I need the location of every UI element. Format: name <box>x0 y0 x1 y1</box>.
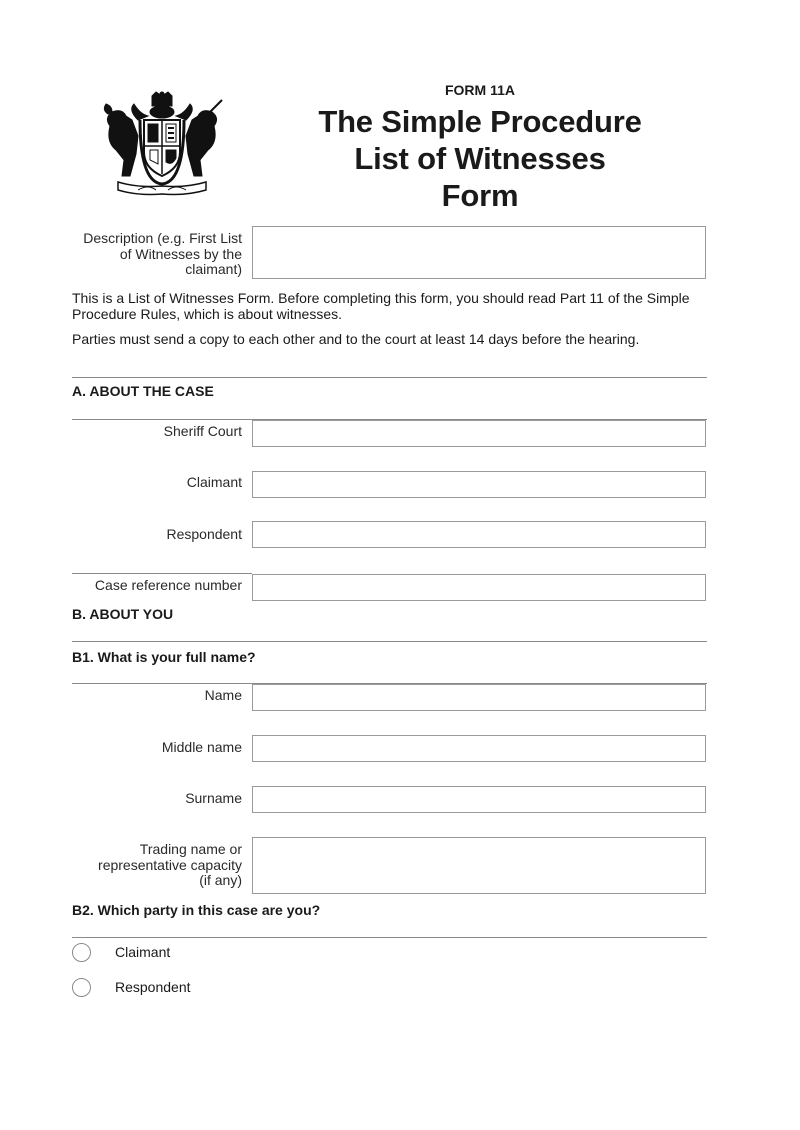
claimant-field[interactable] <box>252 471 706 498</box>
title-line-3: Form <box>441 178 519 213</box>
sheriff-court-field[interactable] <box>252 420 706 447</box>
divider <box>72 377 707 378</box>
title-line-2: List of Witnesses <box>354 141 606 176</box>
name-field[interactable] <box>252 684 706 711</box>
intro-paragraph-1: This is a List of Witnesses Form. Before completing this form, you should read Part 11 of the Simple Procedure Rules, which is about witnesses. <box>72 290 690 322</box>
surname-label: Surname <box>185 790 242 806</box>
name-label: Name <box>204 687 242 703</box>
royal-coat-of-arms-icon <box>98 90 226 198</box>
surname-field[interactable] <box>252 786 706 813</box>
trading-name-label-line-2: representative capacity <box>98 856 242 873</box>
trading-name-label <box>62 842 242 889</box>
radio-label: Respondent <box>115 979 191 995</box>
description-label-line-3: claimant) <box>185 261 242 277</box>
page-title <box>280 103 680 214</box>
respondent-field[interactable] <box>252 521 706 548</box>
divider <box>72 937 707 938</box>
party-option-claimant[interactable] <box>72 941 272 963</box>
radio-button[interactable] <box>72 978 91 997</box>
respondent-label: Respondent <box>166 526 242 542</box>
section-b-heading: B. ABOUT YOU <box>72 606 174 622</box>
b2-question: B2. Which party in this case are you? <box>72 902 321 918</box>
b1-question: B1. What is your full name? <box>72 649 256 665</box>
radio-label: Claimant <box>115 944 171 960</box>
intro-paragraph-2: Parties must send a copy to each other and to the court at least 14 days before the hearing. <box>72 331 640 347</box>
divider <box>72 641 707 642</box>
trading-name-label-line-3: (if any) <box>199 872 242 888</box>
description-label-line-2: of Witnesses by the <box>119 245 242 262</box>
case-reference-label: Case reference number <box>94 577 242 593</box>
party-option-respondent[interactable] <box>72 976 272 998</box>
description-label-line-1: Description (e.g. First List <box>83 230 242 246</box>
form-number: FORM 11A <box>444 82 515 98</box>
radio-button[interactable] <box>72 943 91 962</box>
description-field[interactable] <box>252 226 706 279</box>
title-line-1: The Simple Procedure <box>318 104 642 139</box>
divider <box>72 573 252 574</box>
trading-name-field[interactable] <box>252 837 706 894</box>
section-a-heading: A. ABOUT THE CASE <box>72 383 214 399</box>
claimant-label: Claimant <box>186 474 242 490</box>
description-label <box>62 231 242 278</box>
middle-name-field[interactable] <box>252 735 706 762</box>
case-reference-field[interactable] <box>252 574 706 601</box>
trading-name-label-line-1: Trading name or <box>139 841 242 857</box>
middle-name-label: Middle name <box>161 739 242 755</box>
sheriff-court-label: Sheriff Court <box>163 423 242 439</box>
